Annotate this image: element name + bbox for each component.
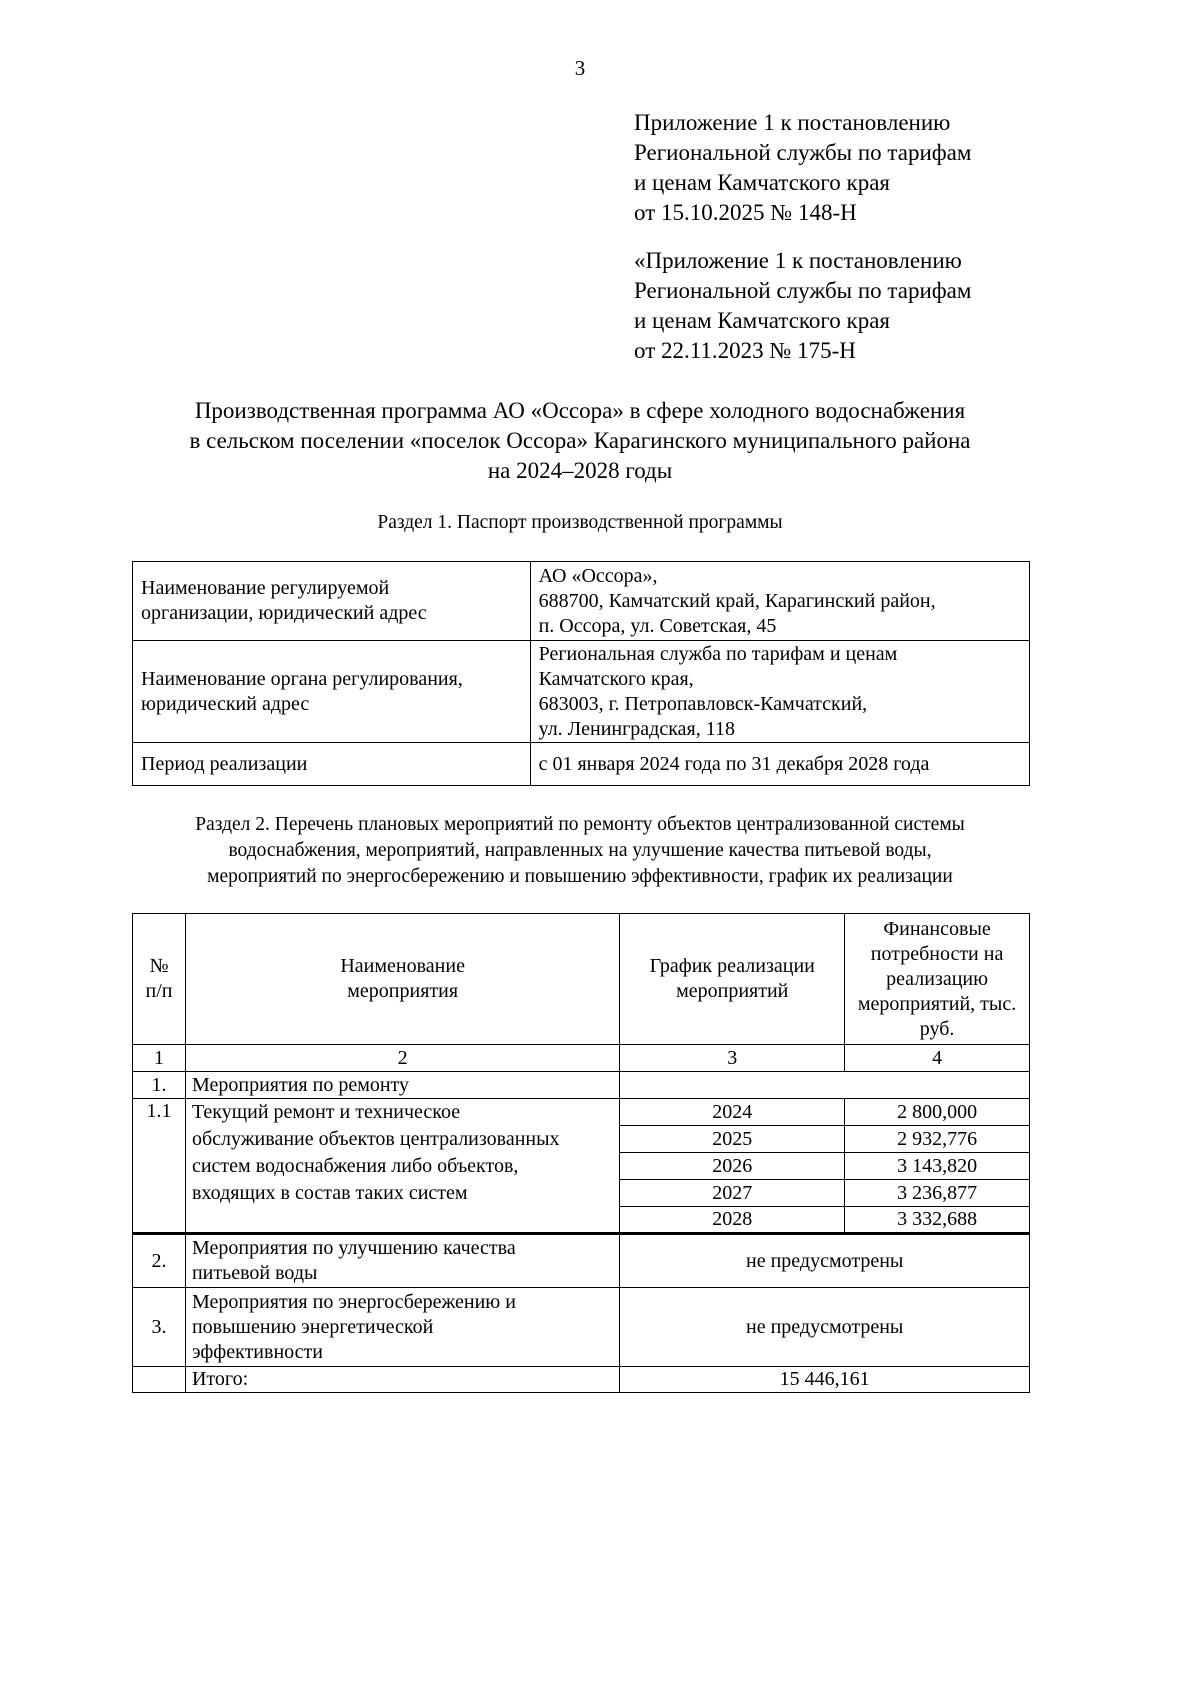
row-num: 1.1	[133, 1099, 186, 1234]
text-line: мероприятий	[676, 980, 789, 1002]
row-num: 2.	[133, 1234, 186, 1288]
text-line: эффективности	[191, 1340, 323, 1363]
section2-heading	[100, 812, 1060, 890]
total-value: 15 446,161	[620, 1367, 1030, 1393]
row-value: не предусмотрены	[620, 1288, 1030, 1367]
appendix-line: от 22.11.2023 № 175-Н	[634, 338, 856, 363]
header-schedule	[620, 914, 845, 1045]
row-name: Мероприятия по ремонту	[185, 1072, 619, 1099]
row-empty	[620, 1072, 1030, 1099]
text-line: п. Оссора, ул. Советская, 45	[538, 614, 777, 637]
appendix-line: Региональной службы по тарифам	[634, 278, 972, 303]
row-value	[530, 562, 1029, 641]
row-num: 3.	[133, 1288, 186, 1367]
appendix-line: и ценам Камчатского края	[634, 308, 890, 333]
title-line: Производственная программа АО «Оссора» в сфере холодного водоснабжения	[194, 398, 966, 423]
amount-cell: 2 932,776	[845, 1126, 1030, 1153]
table-row	[133, 1234, 1030, 1288]
text-line: повышению энергетической	[191, 1315, 434, 1338]
row-name	[185, 1099, 619, 1234]
amount-cell: 2 800,000	[845, 1099, 1030, 1126]
appendix-previous	[634, 246, 971, 366]
text-line: потребности на	[870, 942, 1004, 965]
text-line: Наименование регулируемой	[141, 577, 390, 599]
row-value: не предусмотрены	[620, 1234, 1030, 1288]
text-line: п/п	[145, 980, 173, 1002]
header-row	[133, 914, 1030, 1045]
header-num	[133, 914, 186, 1045]
text-line: ул. Ленинградская, 118	[538, 717, 735, 740]
text-line: График реализации	[649, 955, 815, 977]
text-line: входящих в состав таких систем	[191, 1182, 468, 1204]
table-row	[133, 562, 1030, 641]
appendix-line: Региональной службы по тарифам	[634, 140, 972, 165]
total-label: Итого:	[185, 1367, 619, 1393]
heading-line: Раздел 2. Перечень плановых мероприятий по ремонту объектов централизованной системы	[195, 814, 965, 835]
document-title	[100, 396, 1060, 486]
heading-line: водоснабжения, мероприятий, направленных на улучшение качества питьевой воды,	[228, 840, 932, 861]
row-value	[530, 641, 1029, 743]
passport-table	[132, 561, 1030, 786]
row-name	[185, 1234, 619, 1288]
text-line: АО «Оссора»,	[538, 564, 658, 587]
text-line: Наименование	[340, 955, 465, 977]
title-line: в сельском поселении «поселок Оссора» Карагинского муниципального района	[189, 428, 971, 453]
column-numbers-row	[133, 1045, 1030, 1072]
text-line: Финансовые	[883, 917, 991, 940]
row-num-empty	[133, 1367, 186, 1393]
appendix-line: от 15.10.2025 № 148-Н	[634, 200, 857, 225]
text-line: питьевой воды	[191, 1262, 318, 1284]
amount-cell: 3 143,820	[845, 1153, 1030, 1180]
heading-line: мероприятий по энергосбережению и повышению эффективности, график их реализации	[207, 866, 953, 887]
text-line: мероприятий, тыс.	[857, 992, 1017, 1015]
year-cell: 2028	[620, 1207, 845, 1234]
page-number: 3	[574, 56, 586, 80]
amount-cell: 3 236,877	[845, 1180, 1030, 1207]
appendix-line: и ценам Камчатского края	[634, 170, 890, 195]
header-name	[185, 914, 619, 1045]
year-cell: 2027	[620, 1180, 845, 1207]
appendix-line: «Приложение 1 к постановлению	[634, 248, 962, 273]
col-number: 4	[845, 1045, 1030, 1072]
appendix-line: Приложение 1 к постановлению	[634, 110, 951, 135]
text-line: Камчатского края,	[538, 667, 694, 690]
row-label	[133, 562, 531, 641]
text-line: Мероприятия по энергосбережению и	[191, 1290, 516, 1313]
table-row	[133, 641, 1030, 743]
table-row	[133, 743, 1030, 786]
text-line: мероприятия	[347, 980, 459, 1002]
col-number: 3	[620, 1045, 845, 1072]
text-line: Мероприятия по улучшению качества	[191, 1237, 516, 1259]
section1-heading: Раздел 1. Паспорт производственной программы	[377, 512, 783, 533]
row-num: 1.	[133, 1072, 186, 1099]
text-line: юридический адрес	[141, 692, 310, 715]
year-cell: 2025	[620, 1126, 845, 1153]
text-line: обслуживание объектов централизованных	[191, 1128, 560, 1150]
text-line: руб.	[919, 1017, 955, 1040]
text-line: 683003, г. Петропавловск-Камчатский,	[538, 692, 868, 715]
total-row	[133, 1367, 1030, 1393]
year-cell: 2024	[620, 1099, 845, 1126]
table-row	[133, 1072, 1030, 1099]
measures-table	[132, 913, 1030, 1393]
text-line: реализацию	[886, 967, 989, 990]
year-cell: 2026	[620, 1153, 845, 1180]
row-value: с 01 января 2024 года по 31 декабря 2028 года	[530, 743, 1029, 786]
amount-cell: 3 332,688	[845, 1207, 1030, 1234]
title-line: на 2024–2028 годы	[487, 458, 673, 483]
row-name	[185, 1288, 619, 1367]
text-line: систем водоснабжения либо объектов,	[191, 1155, 519, 1177]
header-finance	[845, 914, 1030, 1045]
text-line: организации, юридический адрес	[141, 602, 427, 624]
text-line: Региональная служба по тарифам и ценам	[538, 642, 898, 665]
appendix-current	[634, 108, 971, 228]
text-line: 688700, Камчатский край, Карагинский район,	[538, 589, 936, 612]
text-line: Текущий ремонт и техническое	[191, 1101, 461, 1123]
row-label	[133, 641, 531, 743]
col-number: 2	[185, 1045, 619, 1072]
row-label: Период реализации	[133, 743, 531, 786]
table-row	[133, 1288, 1030, 1367]
col-number: 1	[133, 1045, 186, 1072]
table-row	[133, 1099, 1030, 1126]
text-line: №	[149, 955, 169, 977]
text-line: Наименование органа регулирования,	[141, 667, 463, 690]
